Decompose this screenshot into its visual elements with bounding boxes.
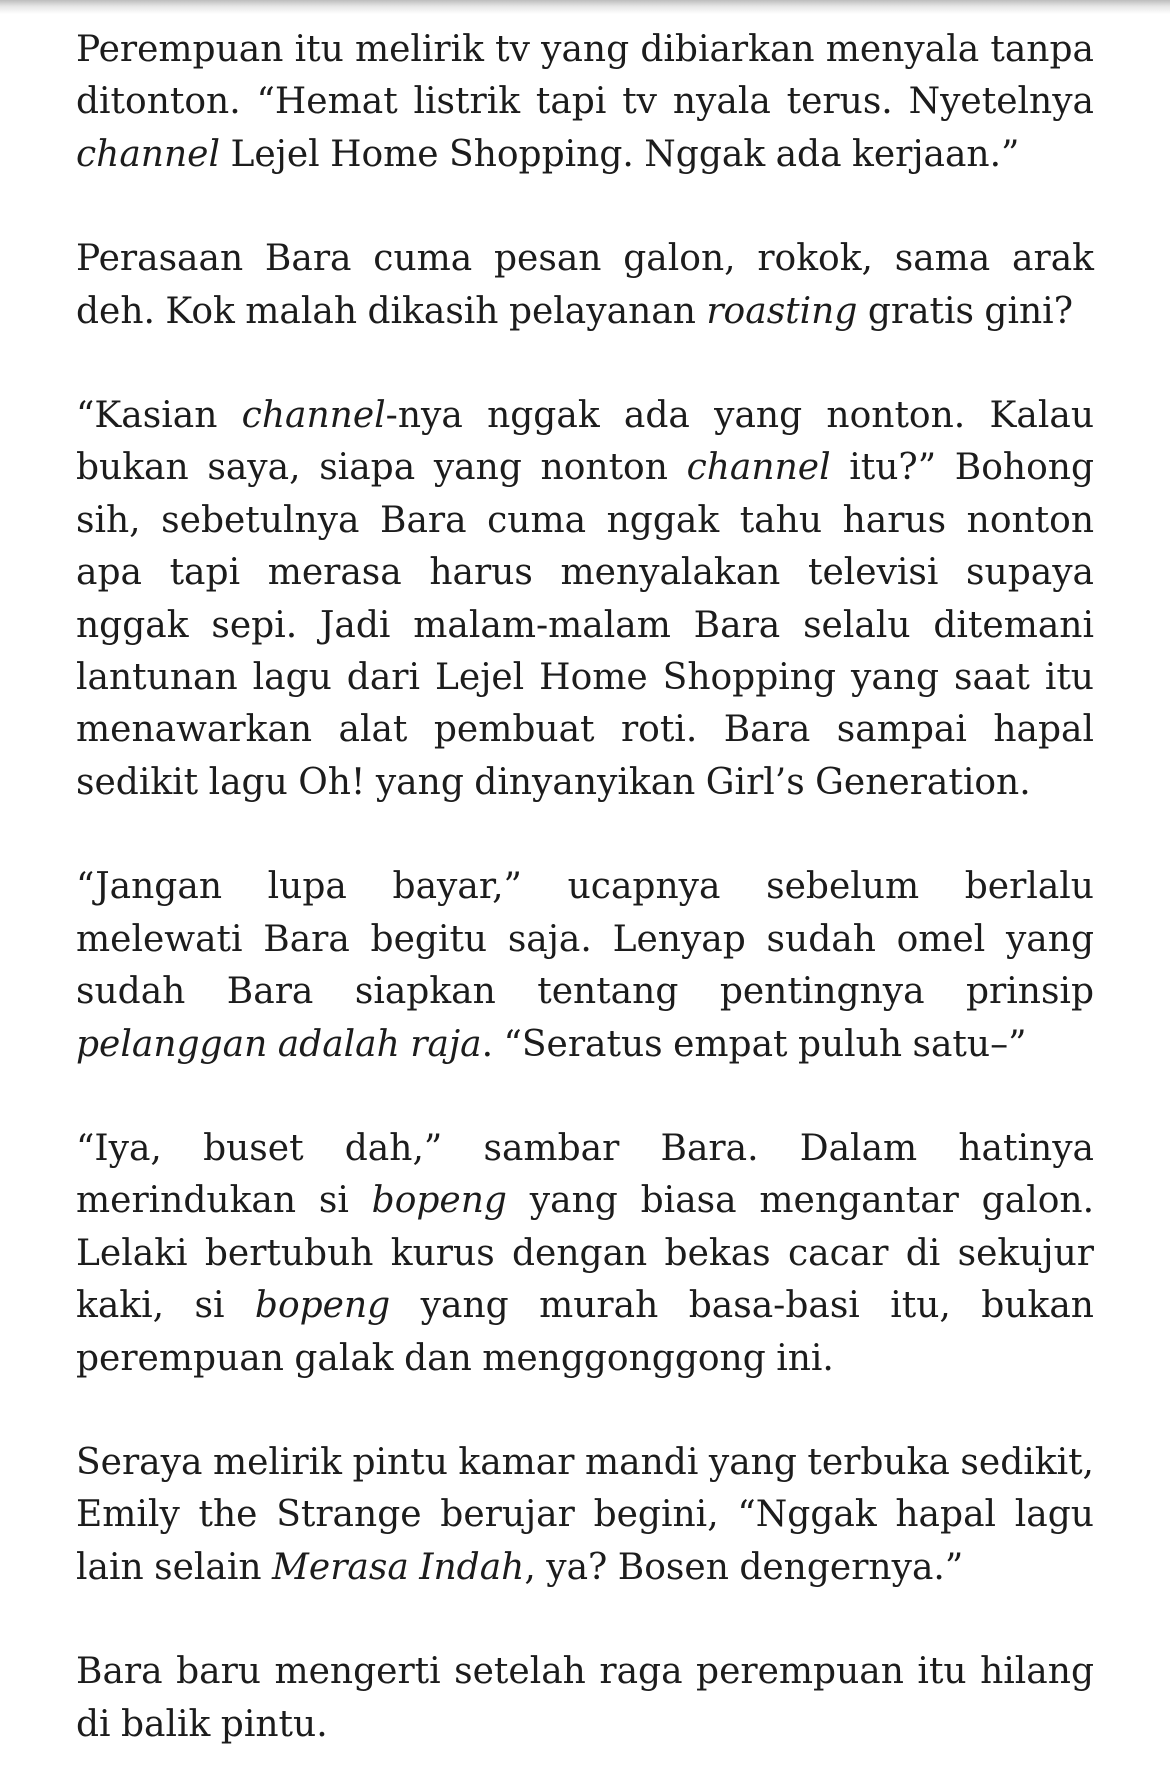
text-segment: itu?” Bohong sih, sebetulnya Bara cuma nggak tahu harus nonton apa tapi merasa harus menyalakan televisi supaya nggak sepi. Jadi malam-malam Bara selalu ditemani lantunan lagu dari Lejel Home Shopping yang saat itu menawarkan alat pembuat roti. Bara sampai hapal sedikit lagu Oh! yang dinyanyikan Girl’s Generation. <box>76 447 1095 803</box>
text-segment: Seraya melirik pintu kamar mandi yang terbuka sedikit, Emily the Strange berujar begini, “Nggak hapal lagu lain selain <box>76 1441 1094 1588</box>
paragraph-4 <box>76 861 1094 1071</box>
text-segment: Lejel Home Shopping. Nggak ada kerjaan.” <box>220 133 1020 175</box>
text-segment: Perempuan itu melirik tv yang dibiarkan menyala tanpa ditonton. “Hemat listrik tapi tv nyala terus. Nyetelnya <box>76 29 1094 123</box>
text-segment: yang biasa mengantar galon. Lelaki bertubuh kurus dengan bekas cacar di sekujur kaki, si <box>76 1180 1095 1327</box>
text-segment-italic: channel <box>241 395 386 437</box>
text-segment: , ya? Bosen dengernya.” <box>524 1546 964 1588</box>
text-segment-italic: pelanggan adalah raja <box>76 1023 482 1065</box>
paragraph-6 <box>76 1437 1094 1594</box>
text-segment-italic: roasting <box>706 290 858 332</box>
document-page[interactable] <box>76 24 1094 1751</box>
paragraph-2 <box>76 233 1094 338</box>
text-segment: gratis gini? <box>857 290 1073 332</box>
text-segment: . “Seratus empat puluh satu–” <box>481 1023 1027 1065</box>
paragraph-1 <box>76 24 1094 181</box>
text-segment: -nya nggak ada yang nonton. Kalau bukan saya, siapa yang nonton <box>76 395 1095 489</box>
text-segment: “Kasian <box>76 395 242 437</box>
text-segment-italic: bopeng <box>371 1180 507 1222</box>
text-segment-italic: channel <box>76 133 220 175</box>
text-segment: “Iya, buset dah,” sambar Bara. Dalam hatinya merindukan si <box>76 1127 1094 1222</box>
text-segment: Bara baru mengerti setelah raga perempuan itu hilang di balik pintu. <box>76 1651 1094 1745</box>
paragraph-3 <box>76 390 1094 809</box>
text-segment: yang murah basa-basi itu, bukan perempuan galak dan menggonggong ini. <box>76 1285 1094 1379</box>
text-segment-italic: bopeng <box>254 1285 391 1327</box>
paragraph-5 <box>76 1123 1094 1385</box>
text-segment: Perasaan Bara cuma pesan galon, rokok, sama arak deh. Kok malah dikasih pelayanan <box>76 238 1094 332</box>
text-segment-italic: Merasa Indah <box>272 1546 525 1588</box>
text-segment: “Jangan lupa bayar,” ucapnya sebelum berlalu melewati Bara begitu saja. Lenyap sudah omel yang sudah Bara siapkan tentang pentingnya prinsip <box>76 866 1094 1013</box>
text-segment-italic: channel <box>686 447 831 489</box>
top-shadow <box>0 0 1170 14</box>
paragraph-7 <box>76 1646 1094 1751</box>
